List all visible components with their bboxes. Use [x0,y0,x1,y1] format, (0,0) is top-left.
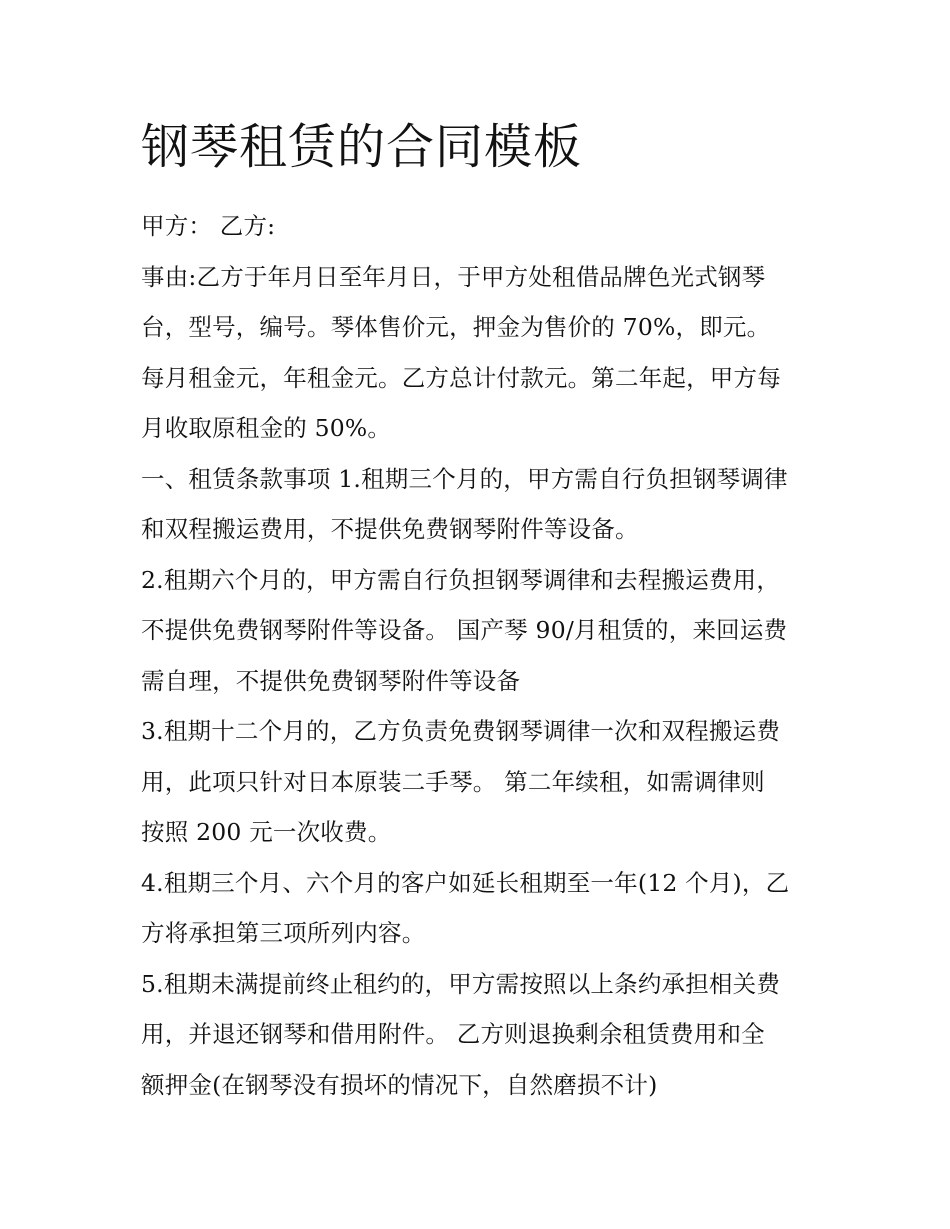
paragraph-term-4 [141,858,813,959]
paragraph-term-1 [141,454,813,555]
text-line: 事由:乙方于年月日至年月日，于甲方处租借品牌色光式钢琴 [141,262,766,291]
text-line: 和双程搬运费用，不提供免费钢琴附件等设备。 [141,515,639,543]
paragraph-term-2 [141,555,813,707]
text-line: 用，并退还钢琴和借用附件。 乙方则退换剩余租赁费用和全 [141,1020,765,1048]
document-title: 钢琴租赁的合同模板 [141,119,583,175]
text-line: 每月租金元，年租金元。乙方总计付款元。第二年起，甲方每 [141,363,781,392]
text-line: 按照 200 元一次收费。 [141,818,392,846]
text-line: 5.租期未满提前终止租约的，甲方需按照以上条约承担相关费 [141,969,781,998]
text-line: 一、租赁条款事项 1.租期三个月的，甲方需自行负担钢琴调律 [141,464,788,493]
text-line: 2.租期六个月的，甲方需自行负担钢琴调律和去程搬运费用， [141,565,781,594]
text-line: 需自理，不提供免费钢琴附件等设备 [141,666,521,695]
paragraph-term-5 [141,959,813,1111]
document-body [141,112,813,1110]
paragraph-subject [141,252,813,454]
text-line: 月收取原租金的 50%。 [141,414,392,442]
parties-line: 甲方： 乙方: [141,212,276,240]
text-line: 不提供免费钢琴附件等设备。 国产琴 90/月租赁的，来回运费 [141,616,788,644]
text-line: 台，型号，编号。琴体售价元，押金为售价的 70%，即元。 [141,313,771,341]
text-line: 额押金(在钢琴没有损坏的情况下，自然磨损不计) [141,1070,658,1099]
paragraph-term-3 [141,706,813,858]
text-line: 4.租期三个月、六个月的客户如延长租期至一年(12 个月)，乙 [141,868,790,897]
text-line: 方将承担第三项所列内容。 [141,919,426,947]
text-line: 3.租期十二个月的，乙方负责免费钢琴调律一次和双程搬运费 [141,717,781,745]
text-line: 用，此项只针对日本原装二手琴。 第二年续租，如需调律则 [141,767,765,796]
